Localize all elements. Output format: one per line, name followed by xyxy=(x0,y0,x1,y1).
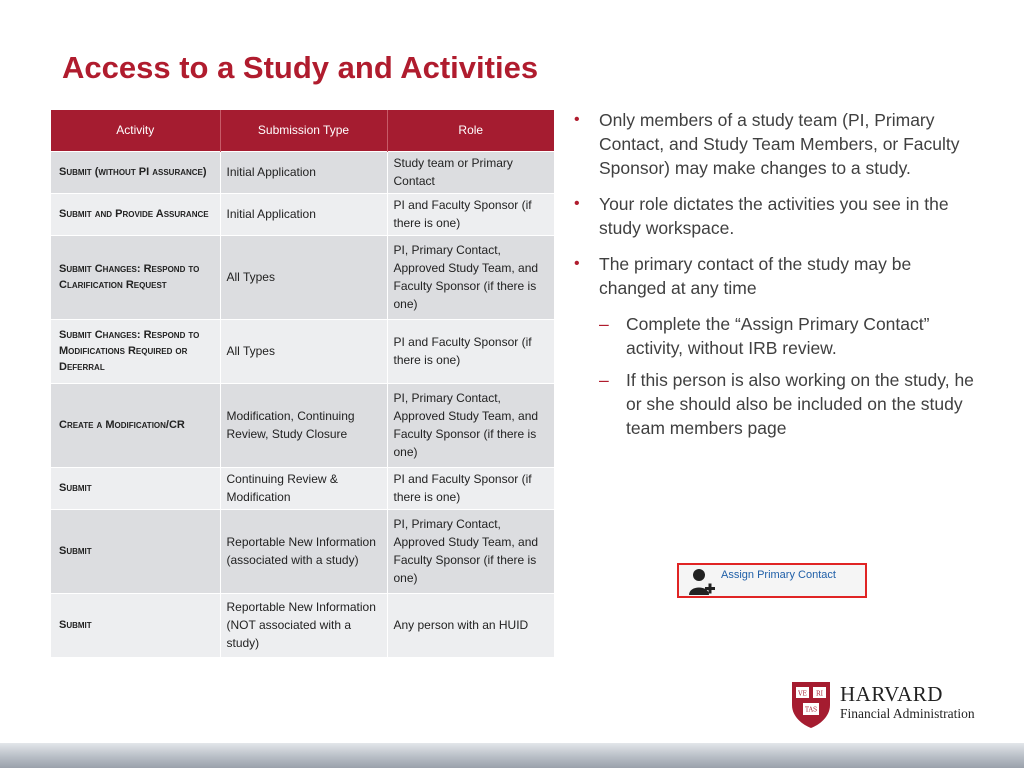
cell-submission-type: Continuing Review & Modification xyxy=(220,467,387,509)
cell-activity: Submit Changes: Respond to Clarification Request xyxy=(51,235,220,319)
dash-marker: – xyxy=(599,314,609,334)
activity-table xyxy=(51,110,554,657)
sub-bullet-item xyxy=(599,312,974,360)
bullet-marker: • xyxy=(574,111,580,128)
harvard-logo xyxy=(791,681,1011,731)
footer-bar xyxy=(0,743,1024,768)
cell-submission-type: Reportable New Information (associated with a study) xyxy=(220,509,387,593)
person-add-icon xyxy=(689,567,715,597)
harvard-shield-icon xyxy=(791,681,831,729)
bullet-marker: • xyxy=(574,255,580,272)
table-row xyxy=(51,383,554,467)
cell-activity: Submit and Provide Assurance xyxy=(51,193,220,235)
cell-submission-type: Initial Application xyxy=(220,151,387,193)
shield-text-ri: RI xyxy=(816,690,823,698)
sub-bullet-text: If this person is also working on the study, he or she should also be included on the study team members page xyxy=(626,370,974,438)
cell-submission-type: All Types xyxy=(220,319,387,383)
table-row xyxy=(51,319,554,383)
cell-role: PI and Faculty Sponsor (if there is one) xyxy=(387,193,554,235)
bullet-text: The primary contact of the study may be changed at any time xyxy=(599,254,912,298)
table-header-row xyxy=(51,110,554,151)
cell-role: PI, Primary Contact, Approved Study Team, and Faculty Sponsor (if there is one) xyxy=(387,509,554,593)
sub-bullet-text: Complete the “Assign Primary Contact” activity, without IRB review. xyxy=(626,314,930,358)
cell-activity: Submit xyxy=(51,593,220,657)
bullet-item xyxy=(574,192,974,240)
assign-primary-contact-label: Assign Primary Contact xyxy=(721,569,836,581)
assign-primary-contact-button[interactable] xyxy=(677,563,867,598)
logo-subtitle: Financial Administration xyxy=(840,706,975,721)
table-row xyxy=(51,235,554,319)
cell-submission-type: Initial Application xyxy=(220,193,387,235)
cell-role: Study team or Primary Contact xyxy=(387,151,554,193)
bullet-marker: • xyxy=(574,195,580,212)
shield-text-ve: VE xyxy=(798,690,807,698)
dash-marker: – xyxy=(599,370,609,390)
bullet-item xyxy=(574,252,974,440)
cell-submission-type: All Types xyxy=(220,235,387,319)
shield-text-tas: TAS xyxy=(804,706,818,714)
table-row xyxy=(51,467,554,509)
bullet-text: Only members of a study team (PI, Primary Contact, and Study Team Members, or Faculty Sponsor) may make changes to a study. xyxy=(599,110,960,178)
logo-name: HARVARD xyxy=(840,682,943,706)
header-activity: Activity xyxy=(51,110,220,151)
header-role: Role xyxy=(387,110,554,151)
bullet-list xyxy=(574,108,974,452)
bullet-text: Your role dictates the activities you see in the study workspace. xyxy=(599,194,949,238)
bullet-item xyxy=(574,108,974,180)
table-row xyxy=(51,509,554,593)
cell-role: PI, Primary Contact, Approved Study Team, and Faculty Sponsor (if there is one) xyxy=(387,383,554,467)
cell-role: PI, Primary Contact, Approved Study Team, and Faculty Sponsor (if there is one) xyxy=(387,235,554,319)
cell-activity: Submit Changes: Respond to Modifications Required or Deferral xyxy=(51,319,220,383)
cell-role: Any person with an HUID xyxy=(387,593,554,657)
table-row xyxy=(51,151,554,193)
cell-activity: Submit xyxy=(51,467,220,509)
slide-title: Access to a Study and Activities xyxy=(62,50,539,85)
cell-submission-type: Modification, Continuing Review, Study Closure xyxy=(220,383,387,467)
cell-activity: Submit (without PI assurance) xyxy=(51,151,220,193)
cell-role: PI and Faculty Sponsor (if there is one) xyxy=(387,467,554,509)
table-row xyxy=(51,193,554,235)
sub-bullet-list xyxy=(599,312,974,440)
cell-activity: Submit xyxy=(51,509,220,593)
cell-role: PI and Faculty Sponsor (if there is one) xyxy=(387,319,554,383)
table-row xyxy=(51,593,554,657)
header-submission-type: Submission Type xyxy=(220,110,387,151)
sub-bullet-item xyxy=(599,368,974,440)
cell-submission-type: Reportable New Information (NOT associated with a study) xyxy=(220,593,387,657)
cell-activity: Create a Modification/CR xyxy=(51,383,220,467)
